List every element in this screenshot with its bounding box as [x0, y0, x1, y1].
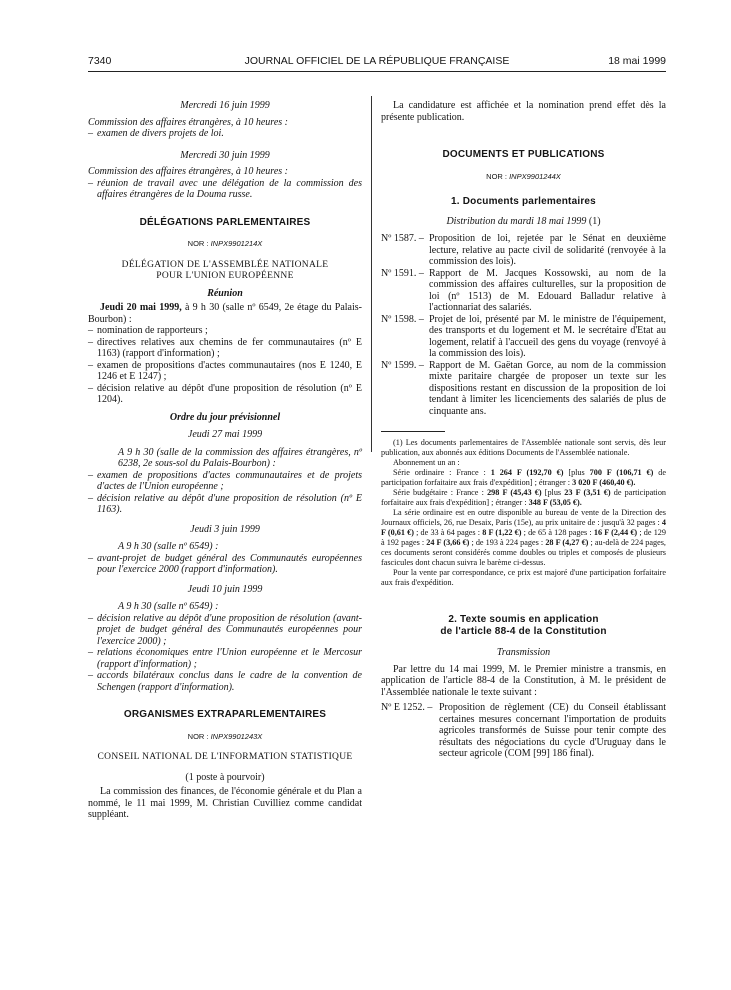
agenda-item: – décision relative au dépôt d'une proposition de résolution (avant-projet de budget général des Communautés européennes pour l'exercice 2000) ;: [88, 612, 362, 647]
agenda-item: – décision relative au dépôt d'une proposition de résolution (nº E 1163).: [88, 492, 362, 515]
agenda-item: – réunion de travail avec une délégation de la commission des affaires étrangères de la Douma russe.: [88, 177, 362, 200]
transmission-label: Transmission: [496, 647, 551, 658]
meeting-date: Mercredi 16 juin 1999: [180, 100, 270, 111]
meeting-date: Jeudi 27 mai 1999: [187, 429, 263, 440]
document-entry: Nº 1591. – Rapport de M. Jacques Kossowski, au nom de la commission des affaires culturelles, sur la proposition de loi (nº 1513) de M. Edouard Balladur relative à l'actionnariat des salariés.: [381, 267, 666, 313]
subsection-heading: de l'article 88-4 de la Constitution: [440, 625, 607, 637]
transmission-text: Par lettre du 14 mai 1999, M. le Premier ministre a transmis, en application de l'article 88-4 de la Constitution, à M. le président de l'Assemblée nationale le texte suivant :: [381, 663, 666, 698]
distribution-line: Distribution du mardi 18 mai 1999 (1): [446, 215, 601, 227]
meeting-label: Réunion: [207, 287, 243, 299]
document-entry: Nº 1587. – Proposition de loi, rejetée par le Sénat en deuxième lecture, relative au pacte civil de solidarité (renvoyée à la commission des lois).: [381, 233, 666, 267]
agenda-item: – directives relatives aux chemins de fer communautaires (nº E 1163) (rapport d'information) ;: [88, 336, 362, 359]
footnote: (1) Les documents parlementaires de l'Assemblée nationale sont servis, dès leur publication, aux abonnés aux éditions Documents de l'Assemblée nationale. Abonnement un an : Série ordinaire : France : 1 264 F (192,70 €) [plus 700 F (106,71 €) de participation forfaitaire aux frais d'expédition] ; étranger : 3 020 F (460,40 €). Série budgétaire : France : 298 F (45,43 €) [plus 23 F (3,51 €) de participation forfaitaire aux frais d'expédition] ; étranger : 348 F (53,05 €). La série ordinaire est en outre disponible au bureau de vente de la Direction des Journaux officiels, 26, rue Desaix, Paris (15e), au prix unitaire de : jusqu'à 32 pages : 4 F (0,61 €) ; de 33 à 64 pages : 8 F (1,22 €) ; de 65 à 128 pages : 16 F (2,44 €) ; de 129 à 192 pages : 24 F (3,66 €) ; de 193 à 224 pages : 28 F (4,27 €) ; au-delà de 224 pages, ces documents seront considérés comme doubles ou triples et composés de plusieurs fascicules dont chacun suivra le barème ci-dessus. Pour la vente par correspondance, ce prix est majoré d'une participation forfaitaire aux frais d'expédition.: [381, 438, 667, 587]
commission-line: Commission des affaires étrangères, à 10 heures :: [88, 166, 288, 177]
section-heading-delegations: DÉLÉGATIONS PARLEMENTAIRES: [139, 216, 311, 228]
nor-reference: NOR : INPX9901243X: [187, 731, 263, 741]
journal-title: JOURNAL OFFICIEL DE LA RÉPUBLIQUE FRANÇAISE: [244, 55, 510, 67]
meeting-date: Jeudi 10 juin 1999: [187, 583, 263, 595]
nomination-text: La commission des finances, de l'économie générale et du Plan a nommé, le 11 mai 1999, M. Christian Cuvilliez comme candidat suppléant.: [88, 786, 362, 820]
column-divider: [371, 96, 372, 452]
left-column: [88, 100, 362, 821]
agenda-item: – accords bilatéraux conclus dans le cadre de la convention de Schengen (rapport d'information).: [88, 670, 362, 693]
meeting-details: Jeudi 20 mai 1999, à 9 h 30 (salle nº 6549, 2e étage du Palais-Bourbon) :: [88, 302, 362, 325]
agenda-item: – examen de divers projets de loi.: [88, 128, 224, 139]
agenda-heading: Ordre du jour prévisionnel: [169, 411, 281, 423]
commission-line: Commission des affaires étrangères, à 10 heures :: [88, 116, 288, 128]
section-heading-organismes: ORGANISMES EXTRAPARLEMENTAIRES: [123, 709, 327, 720]
header-rule: [88, 71, 666, 72]
subsection-heading: 2. Texte soumis en application: [448, 614, 599, 625]
meeting-date: Jeudi 3 juin 1999: [190, 523, 260, 535]
issue-date: 18 mai 1999: [608, 55, 666, 67]
document-entry: Nº 1598. – Projet de loi, présenté par M. le ministre de l'équipement, des transports et du logement et M. le secrétaire d'Etat au logement, relatif à l'accueil des gens du voyage (renvoyé à la commission des lois).: [381, 313, 666, 359]
nor-reference: NOR : INPX9901244X: [486, 171, 561, 181]
section-heading-documents: DOCUMENTS ET PUBLICATIONS: [442, 149, 605, 160]
agenda-item: – décision relative au dépôt d'une proposition de résolution (nº E 1204).: [88, 382, 362, 405]
footnote-rule: [381, 431, 445, 432]
agenda-item: – avant-projet de budget général des Communautés européennes pour l'exercice 2000 (rapport d'information).: [88, 552, 362, 575]
page-header: [88, 55, 666, 71]
nor-reference: NOR : INPX9901214X: [187, 239, 263, 248]
agenda-item: – examen de propositions d'actes communautaires et de projets d'actes de l'Union européenne ;: [88, 469, 362, 492]
delegation-name: POUR L'UNION EUROPÉENNE: [156, 271, 294, 281]
candidature-note: La candidature est affichée et la nomination prend effet dès la présente publication.: [381, 100, 666, 123]
meeting-date: Mercredi 30 juin 1999: [180, 149, 270, 161]
document-entry: Nº 1599. – Rapport de M. Gaëtan Gorce, au nom de la commission mixte paritaire chargée de proposer un texte sur les dispositions restant en discussion de la proposition de loi tendant à limiter les licenciements des salariés de plus de cinquante ans.: [381, 359, 666, 417]
meeting-place: A 9 h 30 (salle de la commission des affaires étrangères, nº 6238, 2e sous-sol du Palais-Bourbon) :: [118, 446, 362, 469]
meeting-place: A 9 h 30 (salle nº 6549) :: [118, 601, 219, 612]
delegation-name: DÉLÉGATION DE L'ASSEMBLÉE NATIONALE: [121, 259, 329, 270]
agenda-item: – examen de propositions d'actes communautaires (nos E 1240, E 1246 et E 1247) ;: [88, 359, 362, 382]
organism-name: CONSEIL NATIONAL DE L'INFORMATION STATISTIQUE: [97, 752, 353, 762]
meeting-place: A 9 h 30 (salle nº 6549) :: [118, 541, 219, 552]
right-column: [381, 100, 666, 760]
agenda-item: – relations économiques entre l'Union européenne et le Mercosur (rapport d'information) ;: [88, 647, 362, 670]
page-number: 7340: [88, 55, 112, 67]
agenda-item: – nomination de rapporteurs ;: [88, 325, 208, 336]
subsection-heading: 1. Documents parlementaires: [451, 196, 596, 207]
document-entry: Nº E 1252. – Proposition de règlement (CE) du Conseil établissant certaines mesures concernant l'importation de produits agricoles transformés de Suisse pour tenir compte des résultats des négociations du cycle d'Uruguay dans le secteur agricole (COM [99] 186 final).: [381, 702, 666, 759]
vacancy-note: (1 poste à pourvoir): [185, 771, 265, 783]
